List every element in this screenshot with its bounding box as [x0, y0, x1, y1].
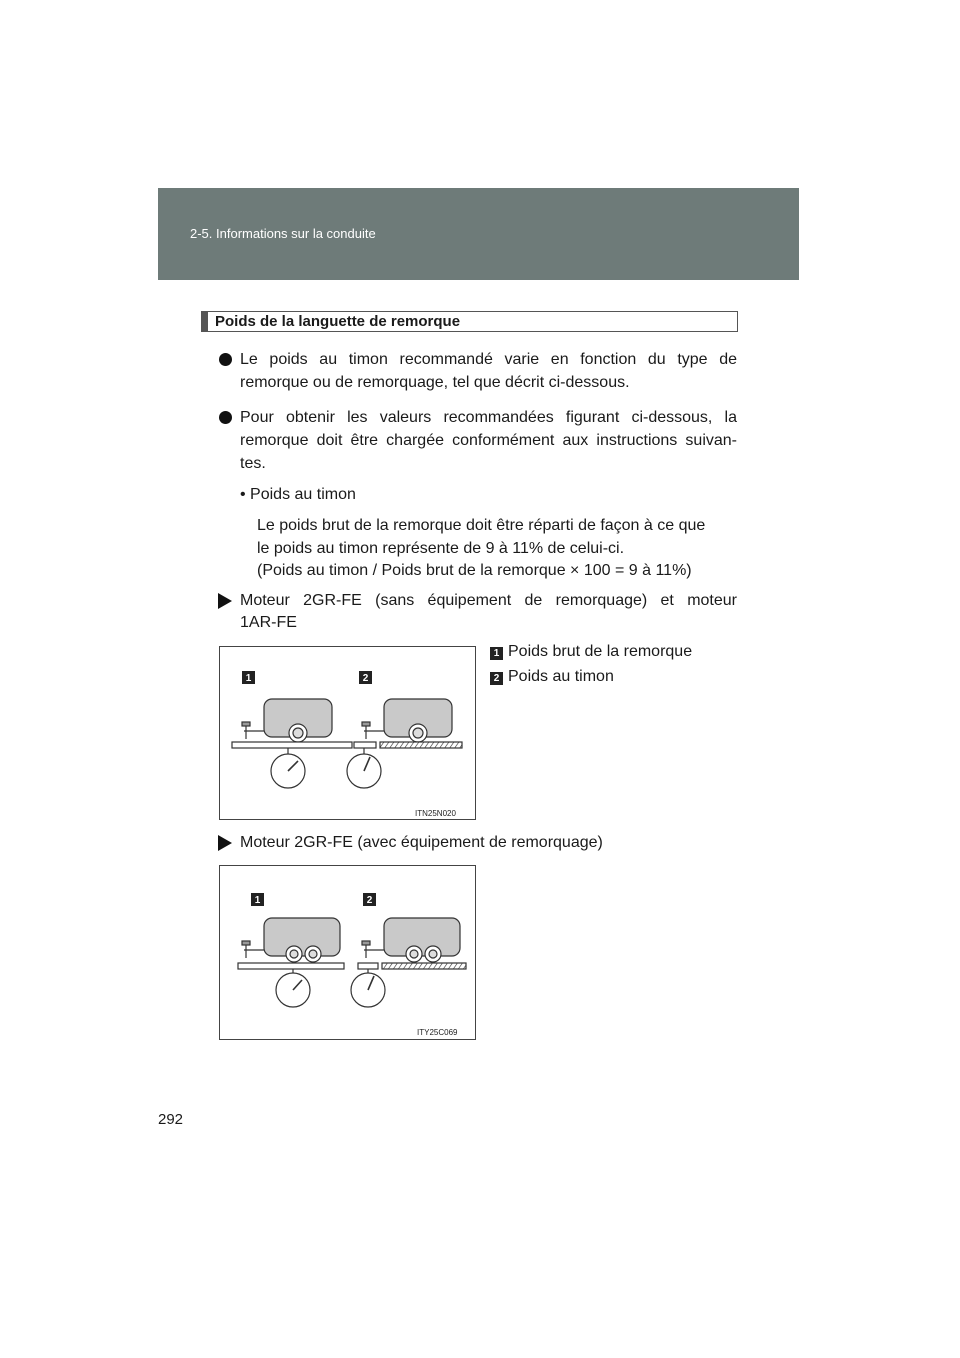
legend-text-1: Poids brut de la remorque — [508, 643, 693, 660]
badge-1-icon: 1 — [245, 673, 252, 684]
bullet-1-line-1: Le poids au timon recommandé varie en fonction du type de — [240, 351, 737, 368]
chapter-label: 2-5. Informations sur la conduite — [190, 226, 376, 241]
sub-bullet-line-3: (Poids au timon / Poids brut de la remorque × 100 = 9 à 11%) — [257, 562, 692, 579]
figure-single-axle-trailer — [219, 646, 476, 820]
scale-gauge-icon — [347, 748, 381, 788]
badge-1-icon: 1 — [254, 895, 261, 906]
trailer-icon — [358, 918, 466, 969]
case-2-line-1: Moteur 2GR-FE (avec équipement de remorquage) — [240, 834, 603, 851]
figure-2-code: ITY25C069 — [417, 1028, 458, 1037]
trailer-weighing-illustration-1 — [220, 647, 477, 821]
scale-gauge-icon — [271, 748, 305, 788]
bullet-dot-icon — [219, 353, 232, 366]
bullet-2-line-1: Pour obtenir les valeurs recommandées figurant ci-dessous, la — [240, 409, 737, 426]
legend-number-2: 2 — [490, 672, 503, 685]
figure-1-code: ITN25N020 — [415, 809, 456, 818]
chapter-header-band — [158, 188, 799, 280]
trailer-icon — [232, 699, 352, 748]
legend-text-2: Poids au timon — [508, 668, 614, 685]
case-1-line-1: Moteur 2GR-FE (sans équipement de remorquage) et moteur — [240, 592, 737, 609]
section-heading-bar — [202, 312, 208, 331]
bullet-dot-icon — [219, 411, 232, 424]
scale-gauge-icon — [276, 969, 310, 1007]
scale-gauge-icon — [351, 969, 385, 1007]
section-heading-box — [201, 311, 738, 332]
bullet-2-line-2: remorque doit être chargée conformément aux instructions suivan- — [240, 432, 737, 449]
sub-bullet-line-2: le poids au timon représente de 9 à 11% de celui-ci. — [257, 540, 625, 557]
case-1-line-2: 1AR-FE — [240, 614, 297, 631]
arrow-right-icon — [218, 835, 232, 851]
trailer-weighing-illustration-2 — [220, 866, 477, 1041]
figure-tandem-axle-trailer — [219, 865, 476, 1040]
badge-2-icon: 2 — [366, 895, 373, 906]
trailer-icon — [238, 918, 344, 969]
badge-2-icon: 2 — [362, 673, 369, 684]
page-number: 292 — [158, 1111, 184, 1128]
bullet-2-line-3: tes. — [240, 455, 266, 472]
legend-number-1: 1 — [490, 647, 503, 660]
arrow-right-icon — [218, 593, 232, 609]
section-title: Poids de la languette de remorque — [215, 313, 461, 330]
trailer-icon — [354, 699, 462, 748]
sub-bullet-line-1: Le poids brut de la remorque doit être réparti de façon à ce que — [257, 517, 706, 534]
bullet-1-line-2: remorque ou de remorquage, tel que décrit ci-dessous. — [240, 374, 630, 391]
sub-bullet-label: • Poids au timon — [240, 486, 356, 503]
